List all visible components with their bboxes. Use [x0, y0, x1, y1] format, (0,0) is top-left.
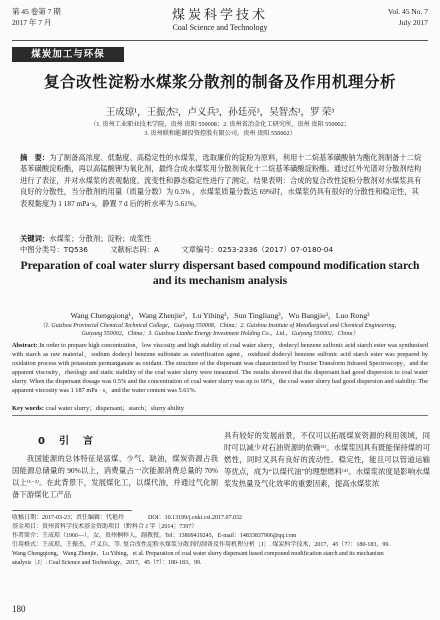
journal-header: [12, 0, 428, 41]
authors-en: Wang Chengqiong¹，Wang Zhenjie²，Lu Yibing³，Sun Tingliang³，Wu Bangjie³，Luo Rong³: [70, 311, 370, 320]
footnotes: [12, 514, 428, 567]
footnote-citation-en-cont: analysis［J］. Coal Science and Technology，2017，45（7）：180-183，99.: [12, 559, 202, 566]
header-right: [388, 6, 428, 28]
abstract-text-cn: 为了制备高浓度、低黏度、高稳定性的水煤浆，选取廉价的淀粉为原料，利用十二烷基苯磺酸钠为酯化剂制备十二烷基苯磺酸淀粉酯，再以高锰酸钾为氧化剂，最终合成水煤浆用分散剂氧化十二烷基苯磺酸淀粉酯。通过红外光谱对分散剂结构进行了表征，并对水煤浆的表观黏度、流变性和静态稳定性进行了测定。结果表明：合成的复合改性淀粉分散剂对水煤浆具有良好的分散性，当分散剂的用量（质量分数）为 0.5% ，水煤浆质量分数达 69%时，水煤浆仍具有很好的分散性和稳定性，其表观黏度为 1 187 mPa·s，静置 7 d 后的析水率为 5.61%。: [20, 153, 422, 208]
abstract-label-cn: 摘 要：: [20, 153, 50, 162]
keywords-label-en: Key words:: [12, 405, 44, 412]
header-center: [12, 4, 428, 32]
keywords-text-cn: 水煤浆；分散剂；淀粉；成浆性: [49, 234, 152, 243]
affiliation-line: 3. 贵州联和能源投资控股有限公司，贵州 贵阳 550002）: [144, 130, 296, 137]
journal-name-cn: 煤炭科学技术: [171, 8, 268, 23]
article-title-cn: 复合改性淀粉水煤浆分散剂的制备及作用机理分析: [43, 73, 396, 91]
article-number: 文章编号：0253-2336（2017）07-0180-04: [181, 245, 334, 254]
body-paragraph: 具有较好的发展前景，不仅可以拓展煤炭资源的利用领域，同时可以减少对石油资源的依赖⁽³⁾。水煤浆因具有既能保持煤的可燃性，同时又具有良好的流动性、稳定性，能且可以管道运输等优点，成为“以煤代油”的理想燃料⁽⁴⁾。水煤浆浓度是影响水煤浆发热量及气化效率的重要因素，提高水煤浆浓: [224, 431, 430, 488]
keywords-cn: [20, 233, 426, 244]
clc-number: 中图分类号：TQ536: [20, 245, 88, 254]
issue-date-en: July 2017: [398, 18, 428, 27]
journal-name-en: Coal Science and Technology: [172, 23, 268, 32]
affiliation-line-en: Guiyang 550002，China；3. Guizhou Lianhe Energy Investment Holding Co.，Ltd.，Guiyang 550002，China）: [81, 331, 359, 338]
body-paragraph: 我国能源的总体特征是富煤、少气、缺油，煤炭资源占我国能源总储量的 90%以上，消费量占一次能源消费总量的 70%以上⁽¹⁻²⁾。在此背景下，发展煤化工，以煤代油，并通过气化制备下游煤化工产品: [12, 454, 218, 499]
column-tag: 煤炭加工与环保: [12, 47, 124, 62]
volume-issue-en: Vol. 45 No. 7: [387, 7, 428, 16]
keywords-text-en: coal water slurry；dispersant；starch；slurry ability: [45, 405, 185, 412]
body-column-right: [224, 430, 430, 490]
footnote-author: 作者简介：王成琼（1966—），女，贵州桐梓人，副教授。Tel：13809419245，E-mail：14833837906@qq.com: [12, 532, 297, 539]
page-number: 180: [12, 604, 26, 614]
keywords-en: [12, 404, 428, 413]
affiliation-line-en: （1. Guizhou Provincial Chemical Technical College，Guiyang 550008，China；2. Guizhou Institute of Metallurgical and Chemical Engineering，: [39, 323, 401, 329]
footnote-received: 收稿日期：2017-03-23；责任编辑：代艳玲 DOI：10.13199/j.cnki.cst.2017.07.032: [12, 515, 242, 521]
footnote-funding: 基金项目：贵州省科学技术基金资助项目（黔科合 J 字［2014］7397）: [12, 523, 198, 530]
abstract-cn: [20, 152, 426, 209]
affiliation-line: （1. 贵州工业职业技术学院，贵州 贵阳 550008；2. 贵州省冶金化工研究所，贵州 贵阳 550002；: [90, 121, 350, 128]
affiliations-cn: [20, 120, 420, 138]
section-divider: [12, 415, 428, 416]
footnote-citation-en: Wang Chengqiong，Wang Zhenjie，Lu Yibing，et al. Preparation of coal water slurry dispersant based compound modification starch and its mechanism: [12, 550, 384, 557]
article-title-en: Preparation of coal water slurry dispersant based compound modification starch and its mechanism analysis: [20, 259, 420, 287]
footnote-divider: [12, 510, 132, 511]
section-title: 引言: [58, 436, 107, 447]
body-column-left: [12, 453, 218, 501]
abstract-text-en: In order to prepare high concentration，low viscosity and high stability of coal water slurry，dodecyl benzene sulfonic acid starch ester was synthesised with starch as raw material，sodium dodecyl benzene sulfonate as esterification agent，oxidized dodecyl benzene sulfonic acid starch ester was prepared by oxidation process with potassium permanganate as oxidant. The structure of the dispersant was characterized by Fourier Transform Infrared Spectroscopy，and the apparent viscosity，rheology and static stability of the coal water slurry were measured. The results showed that the dispersant had good dispersion to coal water slurry. When the dispersant dosage was 0.5% and the concentration of coal water slurry was up to 69%，the coal water slurry had good dispersion and stability. The apparent viscosity was 1 187 mPa · s，and the water content was 5.61%.: [12, 342, 428, 395]
footnote-citation-cn: 引用格式：王成琼，王振杰，卢义兵，等. 复合改性淀粉水煤浆分散剂的制备及作用机理分析［J］. 煤炭科学技术，2017，45（7）：180-183，99.: [12, 541, 390, 548]
volume-issue: 第 45 卷第 7 期: [12, 7, 61, 16]
classification-row: [20, 244, 426, 255]
authors-cn: 王成琼¹，王振杰²，卢义兵³，孙廷亮³，吴智杰³，罗 荣³: [105, 108, 335, 118]
issue-date: 2017 年 7 月: [12, 18, 52, 27]
abstract-en: [12, 341, 428, 396]
abstract-label-en: Abstract:: [12, 342, 38, 349]
section-heading: [38, 432, 107, 447]
section-number: 0: [38, 436, 59, 447]
document-code: 文献标志码：A: [110, 245, 160, 254]
affiliations-en: [14, 322, 426, 339]
keywords-label-cn: 关键词：: [20, 234, 50, 243]
